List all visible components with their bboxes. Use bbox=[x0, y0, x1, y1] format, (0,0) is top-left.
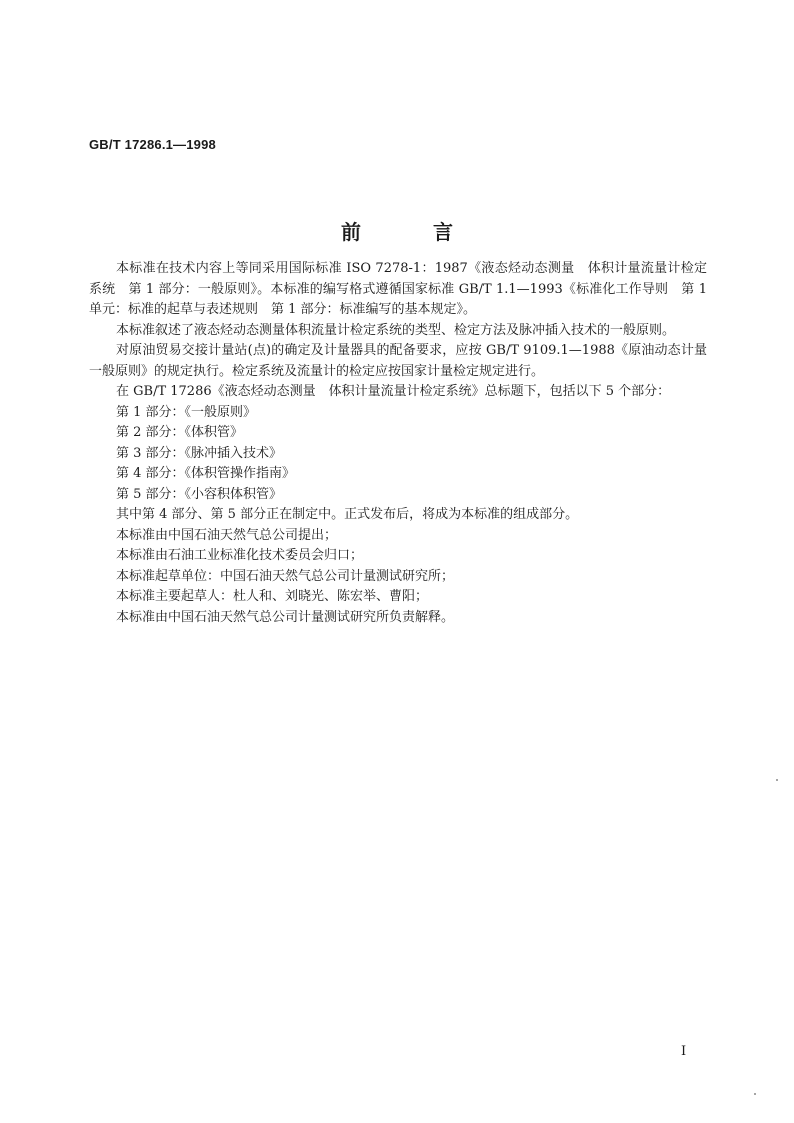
part-list-item: 第 2 部分：《体积管》 bbox=[116, 425, 244, 440]
part-list-item: 第 4 部分：《体积管操作指南》 bbox=[116, 466, 296, 481]
page-title: 前 言 bbox=[341, 220, 479, 244]
closing-line-status: 其中第 4 部分、第 5 部分正在制定中。正式发布后，将成为本标准的组成部分。 bbox=[116, 507, 579, 522]
part-list-item: 第 5 部分：《小容积体积管》 bbox=[116, 486, 283, 502]
part-list-item: 第 3 部分：《脉冲插入技术》 bbox=[116, 445, 283, 461]
foreword-body bbox=[89, 259, 720, 628]
closing-line-proposer: 本标准由中国石油天然气总公司提出； bbox=[116, 527, 338, 543]
closing-line-committee: 本标准由石油工业标准化技术委员会归口； bbox=[116, 548, 364, 563]
scan-speck bbox=[754, 1093, 756, 1095]
scan-speck bbox=[776, 779, 778, 781]
standard-code: GB/T 17286.1—1998 bbox=[89, 137, 216, 152]
closing-line-drafting-unit: 本标准起草单位：中国石油天然气总公司计量测试研究所； bbox=[116, 568, 455, 584]
closing-line-drafters: 本标准主要起草人：杜人和、刘晓光、陈宏举、曹阳； bbox=[116, 589, 429, 604]
paragraph-scope: 本标准叙述了液态烃动态测量体积流量计检定系统的类型、检定方法及脉冲插入技术的一般原则。 bbox=[116, 322, 676, 338]
part-list-item: 第 1 部分：《一般原则》 bbox=[116, 404, 257, 420]
paragraph-adoption: 本标准在技术内容上等同采用国际标准 ISO 7278-1：1987《液态烃动态测量 体积计量流量计检定系统 第 1 部分：一般原则》。本标准的编写格式遵循国家标准 GB/T 1.1—1993《标准化工作导则 第 1 单元：标准的起草与表述规则 第 1 部分：标准编写的基本规定》。 bbox=[89, 261, 707, 317]
paragraph-crude-oil: 对原油贸易交接计量站(点)的确定及计量器具的配备要求，应按 GB/T 9109.1—1988《原油动态计量 一般原则》的规定执行。检定系统及流量计的检定应按国家计量检定规定进行。 bbox=[89, 343, 720, 379]
page-number: I bbox=[681, 1044, 687, 1059]
closing-line-interpretation: 本标准由中国石油天然气总公司计量测试研究所负责解释。 bbox=[116, 609, 455, 625]
paragraph-parts-intro: 在 GB/T 17286《液态烃动态测量 体积计量流量计检定系统》总标题下，包括以下 5 个部分： bbox=[116, 384, 671, 399]
